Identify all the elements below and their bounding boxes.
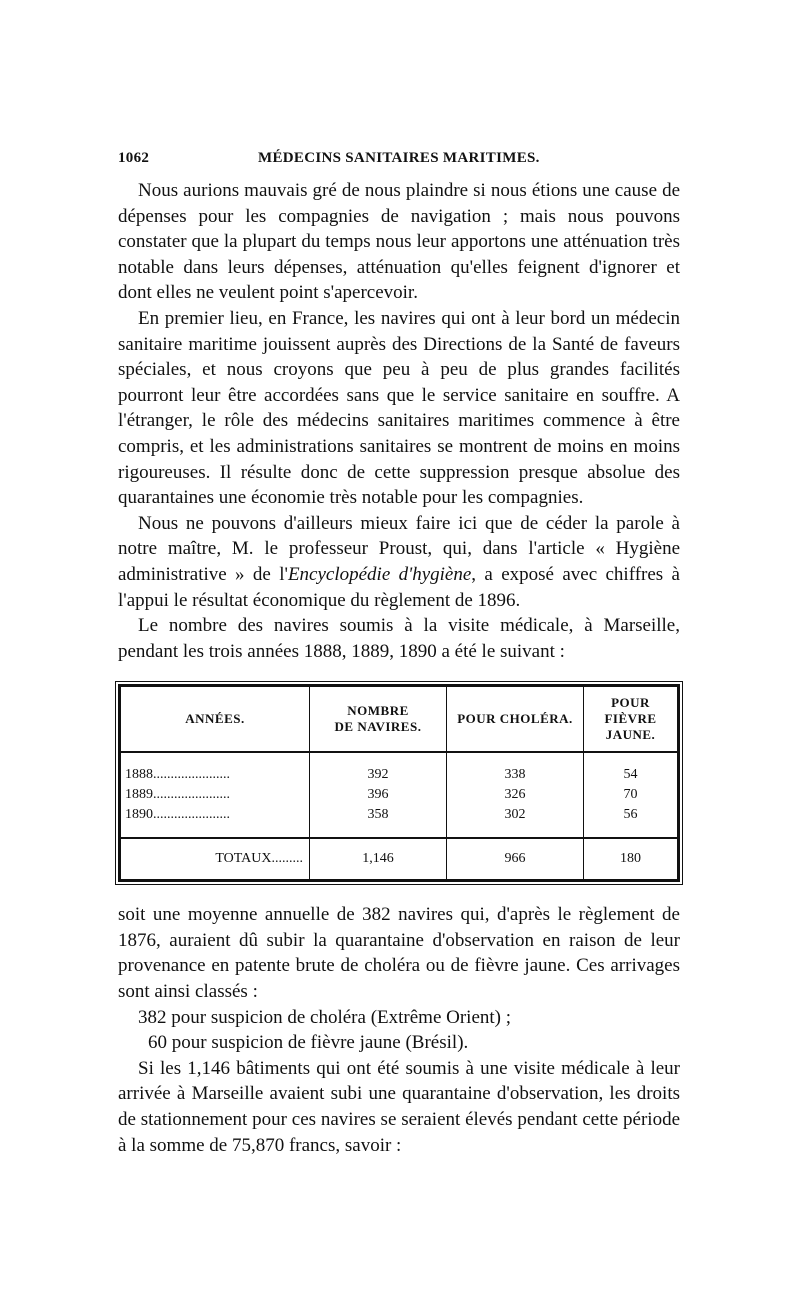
- row-year: 1889......................: [125, 787, 230, 803]
- paragraph-2: En premier lieu, en France, les navires qui ont à leur bord un médecin sanitaire maritime jouissent auprès des Directions de la Santé de faveurs spéciales, et nous croyons que peu à peu de plus grandes facilités pourront leur être accordées sans que le service sanitaire en souffre. A l'étranger, le rôle des médecins sanitaires maritimes commence à être compris, et les administrations sanitaires se montrent de moins en moins rigoureuses. Il résulte donc de cette suppression presque absolue des quarantaines une économie très notable pour les compagnies.: [118, 307, 680, 509]
- row-yellow: 56: [584, 805, 679, 838]
- row-cholera: 326: [447, 785, 584, 805]
- encyclopedia-title: Encyclopédie d'hygiène: [287, 563, 472, 585]
- totals-cholera: 966: [447, 838, 584, 881]
- table-header-row: [120, 686, 679, 753]
- header-years: ANNÉES.: [120, 686, 310, 753]
- page-number: 1062: [118, 150, 150, 166]
- row-ships: 358: [310, 805, 447, 838]
- row-ships: 392: [310, 752, 447, 785]
- header-cholera: POUR CHOLÉRA.: [447, 686, 584, 753]
- header-yellow-fever: [584, 686, 679, 753]
- row-year: 1890......................: [125, 807, 230, 823]
- row-yellow: 70: [584, 785, 679, 805]
- table-row: [120, 752, 679, 785]
- header-ships-line1: NOMBRE: [347, 703, 409, 719]
- paragraph-5: soit une moyenne annuelle de 382 navires qui, d'après le règlement de 1876, auraient dû subir la quarantaine d'observation en raison de leur provenance en patente brute de choléra ou de fièvre jaune. Ces arrivages sont ainsi classés :: [118, 904, 680, 1003]
- totals-yellow: 180: [584, 838, 679, 881]
- list-yellow-fever: 60 pour suspicion de fièvre jaune (Brésil).: [148, 1032, 469, 1054]
- header-yellow-line1: POUR: [611, 695, 650, 711]
- table-row: [120, 785, 679, 805]
- row-cholera: 302: [447, 805, 584, 838]
- paragraph-4: Le nombre des navires soumis à la visite médicale, à Marseille, pendant les trois années 1888, 1889, 1890 a été le suivant :: [118, 615, 680, 662]
- header-yellow-line2: FIÈVRE JAUNE.: [604, 711, 657, 743]
- header-ships-line2: DE NAVIRES.: [334, 719, 422, 735]
- table-totals-row: [120, 838, 679, 881]
- paragraph-1: Nous aurions mauvais gré de nous plaindre si nous étions une cause de dépenses pour les compagnies de navigation ; mais nous pouvons constater que la plupart du temps nous leur apportons une atténuation très notable dans leurs dépenses, atténuation qu'elles feignent d'ignorer et dont elles ne veulent point s'apercevoir.: [118, 180, 680, 304]
- row-ships: 396: [310, 785, 447, 805]
- running-head: MÉDECINS SANITAIRES MARITIMES.: [258, 150, 540, 166]
- page: [118, 150, 680, 1158]
- page-header: [118, 150, 680, 178]
- row-cholera: 338: [447, 752, 584, 785]
- list-cholera: 382 pour suspicion de choléra (Extrême Orient) ;: [138, 1006, 512, 1028]
- ships-table: [118, 684, 680, 882]
- row-year: 1888......................: [125, 767, 230, 783]
- paragraph-3-before: Nous ne pouvons d'ailleurs mieux faire ici que de céder la parole à notre maître, M. le professeur Proust, qui, dans l'article « Hygiène administrative » de l': [118, 512, 680, 585]
- totals-ships: 1,146: [310, 838, 447, 881]
- header-ships: [310, 686, 447, 753]
- totals-label: TOTAUX.........: [120, 838, 310, 881]
- paragraph-6: Si les 1,146 bâtiments qui ont été soumis à une visite médicale à leur arrivée à Marseille avaient subi une quarantaine d'observation, les droits de stationnement pour ces navires se seraient élevés pendant cette période à la somme de 75,870 francs, savoir :: [118, 1057, 680, 1156]
- table-row: [120, 805, 679, 838]
- paragraph-3: [118, 511, 680, 613]
- row-yellow: 54: [584, 752, 679, 785]
- paragraph-3-after: , a exposé avec chiffres à l'appui le résultat économique du règlement de 1896.: [118, 563, 680, 611]
